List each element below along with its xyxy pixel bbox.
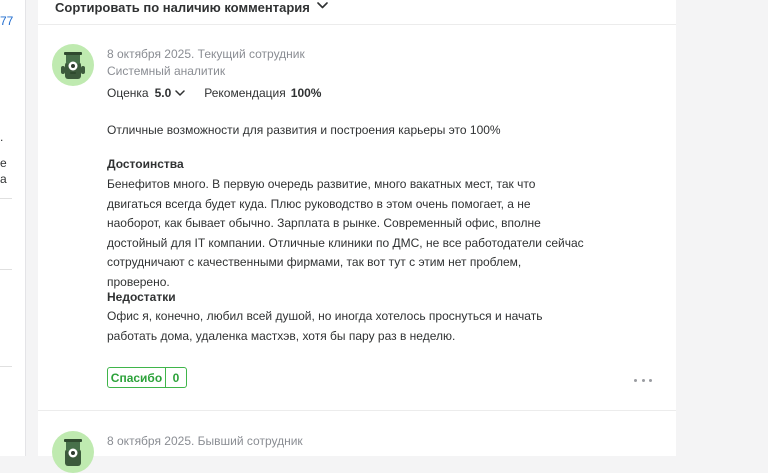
left-divider [0, 366, 12, 367]
dot [649, 379, 652, 382]
review-divider [38, 410, 676, 411]
rating-details-toggle[interactable] [175, 90, 185, 97]
helpful-button[interactable] [107, 367, 187, 388]
review-position: Системный аналитик [107, 64, 226, 78]
sort-dropdown[interactable] [55, 0, 328, 15]
left-divider [0, 269, 12, 270]
sort-bar [38, 0, 676, 25]
rating-row [107, 86, 321, 100]
dot [634, 379, 637, 382]
helpful-count: 0 [172, 370, 180, 385]
review-meta-line: 8 октября 2025. Бывший сотрудник [107, 434, 303, 448]
left-sidebar-fragment [0, 0, 26, 456]
rating-label: Оценка [107, 86, 149, 100]
more-dots-icon[interactable] [634, 375, 652, 385]
cons-text: Офис я, конечно, любил всей душой, но иногда хотелось проснуться и начать работать дома, удаленка мастхэв, хотя бы пару раз в неделю. [107, 309, 543, 343]
left-divider [0, 198, 12, 199]
review-meta-line: 8 октября 2025. Текущий сотрудник [107, 47, 305, 61]
left-fragment-text: е [0, 156, 7, 170]
rating-value: 5.0 [154, 86, 172, 100]
chevron-down-icon [175, 90, 185, 97]
sort-label: Сортировать по наличию комментария [55, 0, 310, 15]
reviews-panel [38, 0, 676, 456]
left-fragment-text: а [0, 172, 7, 186]
pros-text: Бенефитов много. В первую очередь развитие, много вакатных мест, так что двигаться всегда будет куда. Плюс руководство в этом очень помогает, а не наоборот, как бывает обычно. Зарплата в рынке. Современный офис, вполне достойный для IT компании. Отличные клиники по ДМС, не все работодатели сейчас сотрудничают с качественными фирмами, так вот тут с этим нет проблем, проверено. [107, 177, 584, 289]
helpful-label: Спасибо [108, 368, 166, 387]
cartoon-avatar-icon [52, 44, 94, 86]
left-fragment-text[interactable]: 77 [0, 14, 14, 28]
chevron-down-icon [317, 2, 328, 9]
left-fragment-text: . [0, 130, 4, 144]
review-summary: Отличные возможности для развития и построения карьеры это 100% [107, 123, 501, 137]
cartoon-avatar-icon [52, 431, 94, 473]
recommend-value: 100% [290, 86, 322, 100]
cons-heading: Недостатки [107, 290, 176, 304]
recommend-label: Рекомендация [204, 86, 286, 100]
pros-heading: Достоинства [107, 157, 184, 171]
dot [642, 379, 645, 382]
